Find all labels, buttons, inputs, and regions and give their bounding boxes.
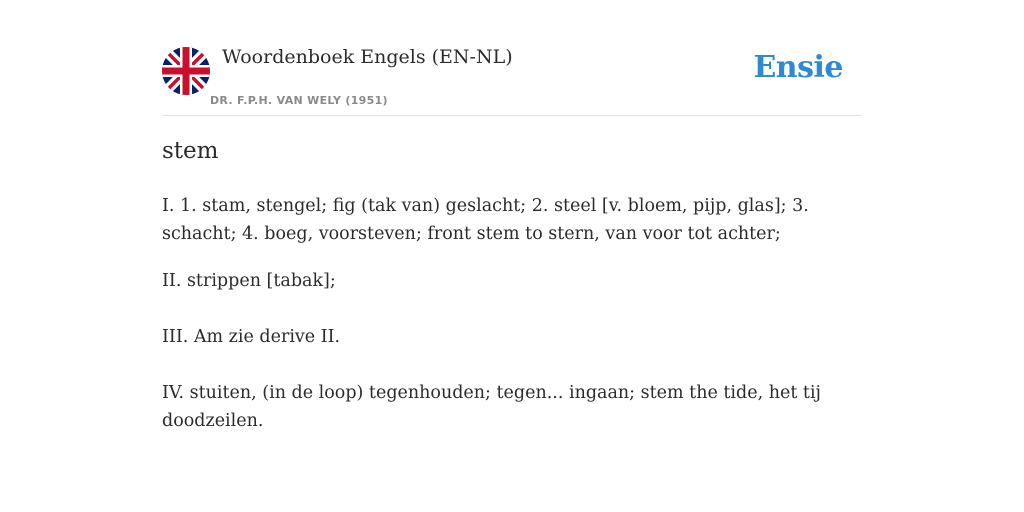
sense-4: IV. stuiten, (in de loop) tegenhouden; tegen... ingaan; stem the tide, het tij doodzeilen. <box>162 383 821 431</box>
dictionary-header <box>162 44 862 116</box>
dictionary-author: DR. F.P.H. VAN WELY (1951) <box>210 94 388 107</box>
dictionary-title[interactable]: Woordenboek Engels (EN-NL) <box>222 46 513 68</box>
ensie-logo[interactable]: Ensie <box>753 50 843 85</box>
sense-3: III. Am zie derive II. <box>162 327 341 347</box>
sense-1: I. 1. stam, stengel; fig (tak van) geslacht; 2. steel [v. bloem, pijp, glas]; 3. schacht; 4. boeg, voorsteven; front stem to stern, van voor tot achter; <box>162 196 809 244</box>
uk-flag-icon <box>162 47 210 95</box>
sense-2: II. strippen [tabak]; <box>162 271 336 291</box>
entry-headword: stem <box>162 138 219 164</box>
entry-senses <box>162 192 862 435</box>
